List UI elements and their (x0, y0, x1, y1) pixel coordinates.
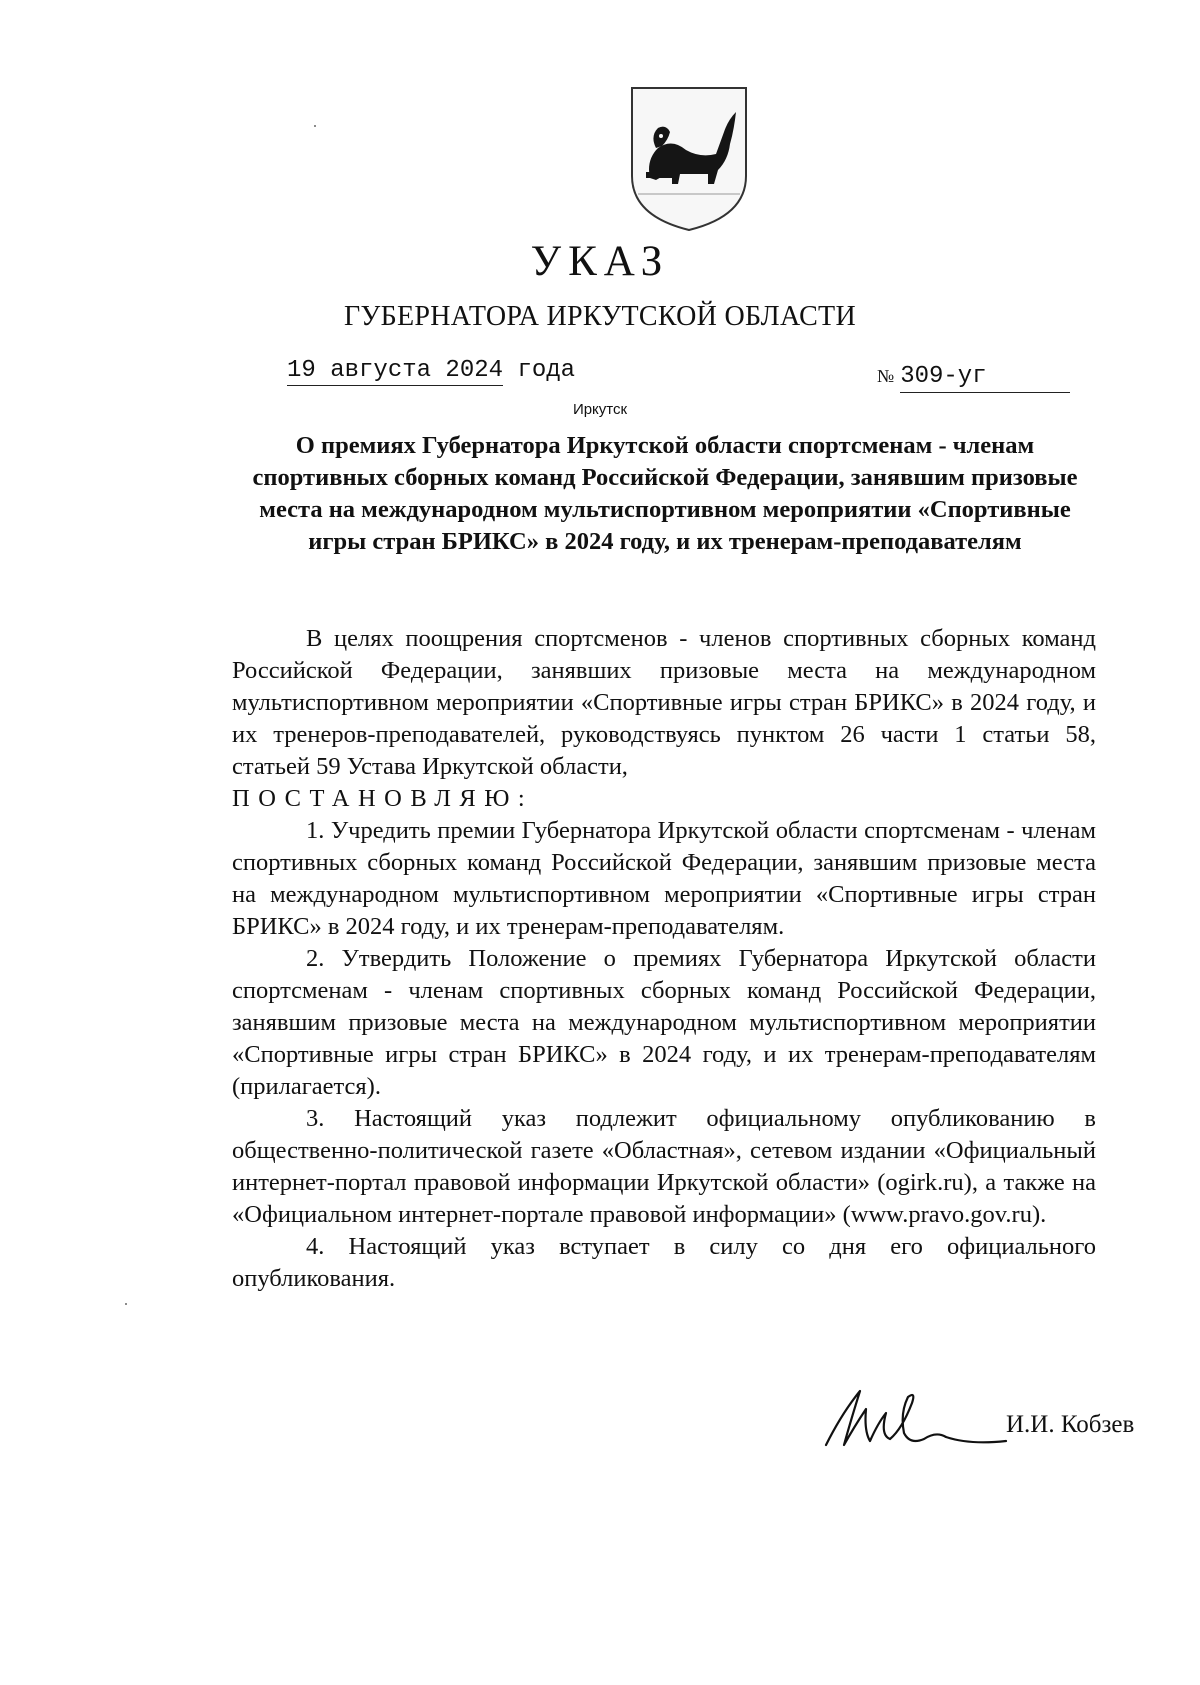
date-value: 19 августа 2024 (287, 357, 504, 384)
scan-speck (125, 1303, 127, 1305)
document-title: УКАЗ (530, 238, 670, 285)
document-city: Иркутск (572, 401, 628, 418)
scan-speck (314, 125, 316, 127)
handwritten-signature (820, 1383, 1010, 1453)
number-value: 309-уг (900, 362, 1070, 393)
document-body (232, 623, 1096, 1295)
document-subtitle: ГУБЕРНАТОРА ИРКУТСКОЙ ОБЛАСТИ (344, 301, 856, 332)
signer-name: И.И. Кобзев (1006, 1411, 1135, 1438)
document-date (287, 356, 575, 386)
document-number (877, 360, 1070, 393)
number-sign: № (877, 366, 895, 386)
date-suffix: года (503, 357, 576, 384)
decree-word: ПОСТАНОВЛЯЮ: (232, 785, 534, 812)
body-paragraph-3: 3. Настоящий указ подлежит официальному опубликованию в общественно-политической газете «Областная», сетевом издании «Официальный интернет-портал правовой информации Иркутской области» (ogirk.ru), а также на «Официальном интернет-портале правовой информации» (www.pravo.gov.ru). (232, 1105, 1096, 1228)
body-paragraph-2: 2. Утвердить Положение о премиях Губернатора Иркутской области спортсменам - членам спортивных сборных команд Российской Федерации, занявшим призовые места на международном мультиспортивном мероприятии «Спортивные игры стран БРИКС» в 2024 году, и их тренерам-преподавателям (прилагается). (232, 945, 1096, 1100)
body-paragraph-1: 1. Учредить премии Губернатора Иркутской области спортсменам - членам спортивных сборных команд Российской Федерации, занявшим призовые места на международном мультиспортивном мероприятии «Спортивные игры стран БРИКС» в 2024 году, и их тренерам-преподавателям. (232, 817, 1096, 940)
coat-of-arms-icon (628, 84, 750, 234)
document-heading: О премиях Губернатора Иркутской области спортсменам - членам спортивных сборных команд Российской Федерации, занявшим призовые места на международном мультиспортивном мероприятии «Спортивные игры стран БРИКС» в 2024 году, и их тренерам-преподавателям (252, 432, 1078, 555)
body-paragraph-4: 4. Настоящий указ вступает в силу со дня его официального опубликования. (232, 1233, 1096, 1292)
preamble-paragraph: В целях поощрения спортсменов - членов спортивных сборных команд Российской Федерации, занявших призовые места на международном мультиспортивном мероприятии «Спортивные игры стран БРИКС» в 2024 году, и их тренеров-преподавателей, руководствуясь пунктом 26 части 1 статьи 58, статьей 59 Устава Иркутской области, (232, 625, 1096, 780)
